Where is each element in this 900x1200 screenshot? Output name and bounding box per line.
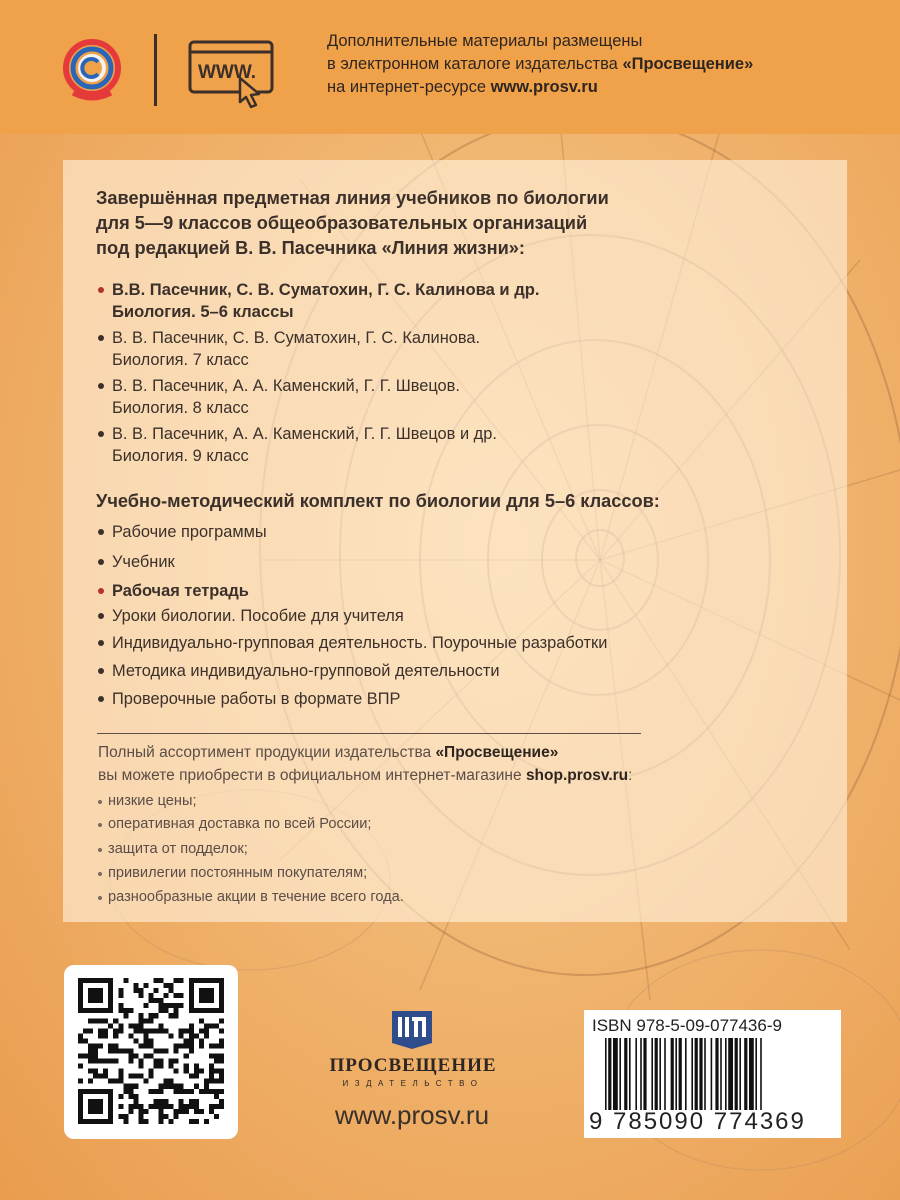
book-title: Биология. 5–6 классы [112,302,294,321]
website-link[interactable]: www.prosv.ru [490,78,598,96]
book-title: Биология. 7 класс [112,351,249,369]
note-line-1: Дополнительные материалы размещены [327,32,643,50]
book-title: Биология. 9 класс [112,447,249,465]
kit-item: Уроки биологии. Пособие для учителя [96,605,404,627]
book-item [96,279,540,323]
header-divider [154,34,157,106]
benefit-item: низкие цены; [98,791,197,811]
book-item [96,375,460,419]
shop-line-1 [98,741,778,764]
book-item [96,327,480,371]
book-title: Биология. 8 класс [112,399,249,417]
qr-code-pattern [78,978,224,1124]
shop-line-1-text: Полный ассортимент продукции издательства [98,744,436,761]
barcode-bars [605,1038,829,1110]
book-authors: В.В. Пасечник, С. В. Суматохин, Г. С. Калинова и др. [112,280,540,299]
line-heading-1: Завершённая предметная линия учебников по биологии [96,188,609,208]
note-line-2-text: в электронном каталоге издательства [327,55,623,73]
shop-note [98,741,778,787]
publisher-subtitle: ИЗДАТЕЛЬСТВО [342,1079,484,1088]
kit-item: Методика индивидуально-групповой деятельности [96,660,500,682]
extra-materials-note [327,30,867,99]
shop-line-2-colon: : [628,767,633,784]
www-click-icon [188,38,278,110]
note-line-3 [327,76,867,99]
shop-link[interactable]: shop.prosv.ru [525,767,629,784]
line-heading-2: для 5—9 классов общеобразовательных организаций [96,213,588,233]
book-authors: В. В. Пасечник, С. В. Суматохин, Г. С. Калинова. [112,329,481,347]
kit-item: Учебник [96,551,175,573]
line-heading-3: под редакцией В. В. Пасечника «Линия жизни»: [96,238,525,258]
isbn-barcode [584,1010,841,1138]
publisher-url[interactable]: www.prosv.ru [334,1100,490,1130]
kit-item-highlighted: Рабочая тетрадь [96,580,249,602]
shop-line-2-text: вы можете приобрести в официальном интернет-магазине [98,767,526,784]
benefit-item: разнообразные акции в течение всего года. [98,887,404,907]
book-item [96,423,497,467]
publisher-name: ПРОСВЕЩЕНИЕ [329,1055,497,1076]
benefit-item: защита от подделок; [98,839,248,859]
publisher-name-bold: «Просвещение» [622,55,754,73]
book-authors: В. В. Пасечник, А. А. Каменский, Г. Г. Швецов и др. [112,425,497,443]
ean-number: 9 785090 774369 [589,1108,806,1135]
kit-item: Индивидуально-групповая деятельность. Поурочные разработки [96,632,607,654]
note-line-2 [327,53,867,76]
kit-heading: Учебно-методический комплект по биологии для 5–6 классов: [96,491,660,511]
shop-publisher-bold: «Просвещение» [435,744,559,761]
qr-code[interactable] [64,965,238,1139]
book-authors: В. В. Пасечник, А. А. Каменский, Г. Г. Швецов. [112,377,460,395]
www-icon-text: WWW. [198,62,257,83]
benefit-item: привилегии постоянным покупателям; [98,863,367,883]
benefit-item: оперативная доставка по всей России; [98,814,371,834]
shop-line-2 [98,764,778,787]
kit-item: Проверочные работы в формате ВПР [96,688,400,710]
copyright-c-logo [61,37,123,103]
isbn-text: ISBN 978-5-09-077436-9 [592,1016,782,1035]
header-band [0,0,900,134]
publisher-logo-icon [392,1011,432,1049]
note-line-3-text: на интернет-ресурсе [327,78,491,96]
section-divider [97,733,641,734]
kit-item: Рабочие программы [96,521,267,543]
